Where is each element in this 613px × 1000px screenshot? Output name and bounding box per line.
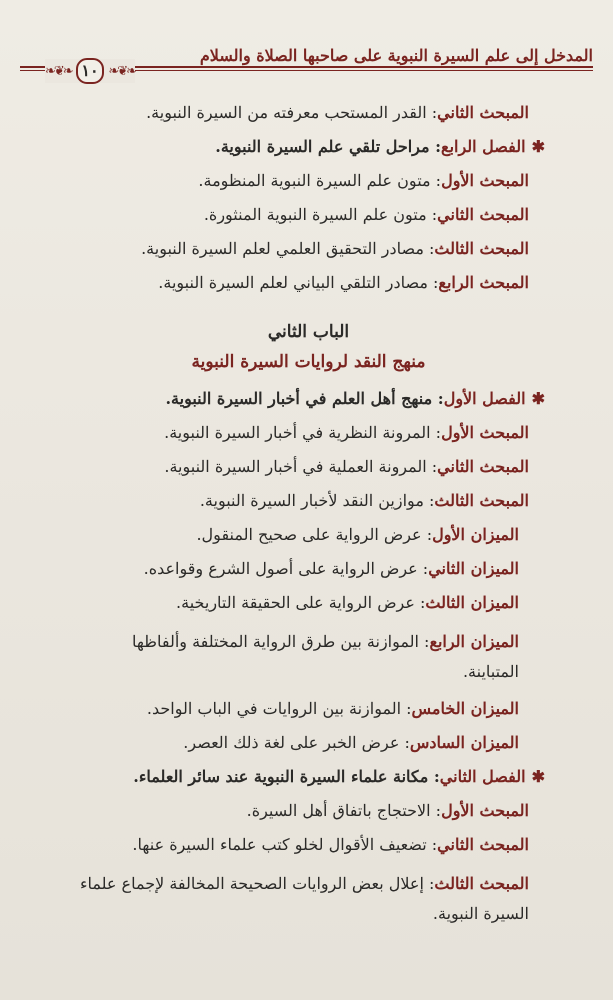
entry-text: : المرونة العملية في أخبار السيرة النبوية. (164, 457, 438, 476)
toc-scale-entry (72, 699, 545, 733)
entry-text: : عرض الخبر على لغة ذلك العصر. (183, 733, 410, 752)
entry-text: : منهج أهل العلم في أخبار السيرة النبوية. (165, 389, 444, 408)
entry-text: : مكانة علماء السيرة النبوية عند سائر العلماء. (133, 767, 440, 786)
toc-chapter (72, 389, 545, 423)
toc-scale-entry (72, 525, 545, 559)
entry-label: الميزان الثاني (428, 559, 519, 578)
toc-entry (72, 801, 545, 835)
entry-label: المبحث الثالث (434, 491, 529, 510)
toc-entry (72, 835, 545, 869)
entry-text: : متون علم السيرة النبوية المنظومة. (198, 171, 442, 190)
entry-text: : مراحل تلقي علم السيرة النبوية. (215, 137, 442, 156)
entry-label: الفصل الثاني (439, 767, 526, 786)
toc-entry (72, 239, 545, 273)
toc-entry (72, 103, 545, 137)
entry-label: المبحث الأول (441, 801, 529, 820)
entry-label: الميزان الخامس (411, 699, 519, 718)
page-number-box (45, 59, 135, 83)
toc-scale-entry (72, 733, 545, 767)
entry-text: : المرونة النظرية في أخبار السيرة النبوية. (164, 423, 442, 442)
entry-label: المبحث الثاني (437, 205, 529, 224)
part-subtitle: منهج النقد لروايات السيرة النبوية (191, 352, 426, 372)
entry-label: الميزان الثالث (425, 593, 519, 612)
toc-chapter (72, 137, 545, 171)
asterisk-icon: ✱ (531, 137, 545, 156)
toc-entry (72, 457, 545, 491)
asterisk-icon: ✱ (531, 767, 545, 786)
entry-text: : إعلال بعض الروايات الصحيحة المخالفة لإجماع علماء السيرة النبوية. (79, 874, 529, 923)
toc-entry (72, 273, 545, 307)
entry-text: : موازين النقد لأخبار السيرة النبوية. (199, 491, 435, 510)
running-title: المدخل إلى علم السيرة النبوية على صاحبها الصلاة والسلام (199, 46, 593, 65)
entry-text: : عرض الرواية على صحيح المنقول. (196, 525, 433, 544)
toc-scale-entry (72, 559, 545, 593)
entry-text: : مصادر التلقي البياني لعلم السيرة النبوية. (158, 273, 439, 292)
toc-entry (72, 423, 545, 457)
page-number: ١٠ (76, 58, 105, 84)
entry-label: الفصل الرابع (441, 137, 526, 156)
entry-text: : مصادر التحقيق العلمي لعلم السيرة النبوية. (141, 239, 435, 258)
asterisk-icon: ✱ (531, 389, 545, 408)
entry-label: المبحث الثاني (437, 103, 529, 122)
ornament-icon: ❧❦❧ (108, 63, 135, 79)
toc-scale-entry (72, 593, 545, 627)
entry-text: : الموازنة بين طرق الرواية المختلفة وألفاظها المتباينة. (132, 632, 519, 681)
page-header (20, 46, 593, 96)
entry-label: المبحث الثاني (437, 835, 529, 854)
table-of-contents (72, 103, 545, 941)
toc-entry (72, 171, 545, 205)
entry-label: الميزان الرابع (429, 632, 519, 651)
entry-label: الميزان الأول (432, 525, 519, 544)
toc-entry (72, 205, 545, 239)
entry-label: الفصل الأول (443, 389, 526, 408)
entry-label: المبحث الأول (441, 171, 529, 190)
entry-text: : عرض الرواية على الحقيقة التاريخية. (176, 593, 426, 612)
entry-label: المبحث الرابع (438, 273, 529, 292)
toc-entry (72, 491, 545, 525)
entry-text: : متون علم السيرة النبوية المنثورة. (203, 205, 438, 224)
part-title: الباب الثاني (267, 322, 350, 342)
entry-label: الميزان السادس (409, 733, 519, 752)
toc-scale-entry (72, 627, 545, 687)
entry-label: المبحث الثاني (437, 457, 529, 476)
entry-text: : تضعيف الأقوال لخلو كتب علماء السيرة عنها. (132, 835, 438, 854)
entry-text: : الاحتجاج باتفاق أهل السيرة. (246, 801, 442, 820)
toc-chapter (72, 767, 545, 801)
entry-text: : الموازنة بين الروايات في الباب الواحد. (146, 699, 412, 718)
entry-label: المبحث الثالث (434, 874, 529, 893)
entry-text: : القدر المستحب معرفته من السيرة النبوية. (146, 103, 438, 122)
entry-label: المبحث الثالث (434, 239, 529, 258)
ornament-icon: ❧❦❧ (45, 63, 72, 79)
entry-text: : عرض الرواية على أصول الشرع وقواعده. (143, 559, 429, 578)
toc-entry (72, 869, 545, 929)
entry-label: المبحث الأول (441, 423, 529, 442)
